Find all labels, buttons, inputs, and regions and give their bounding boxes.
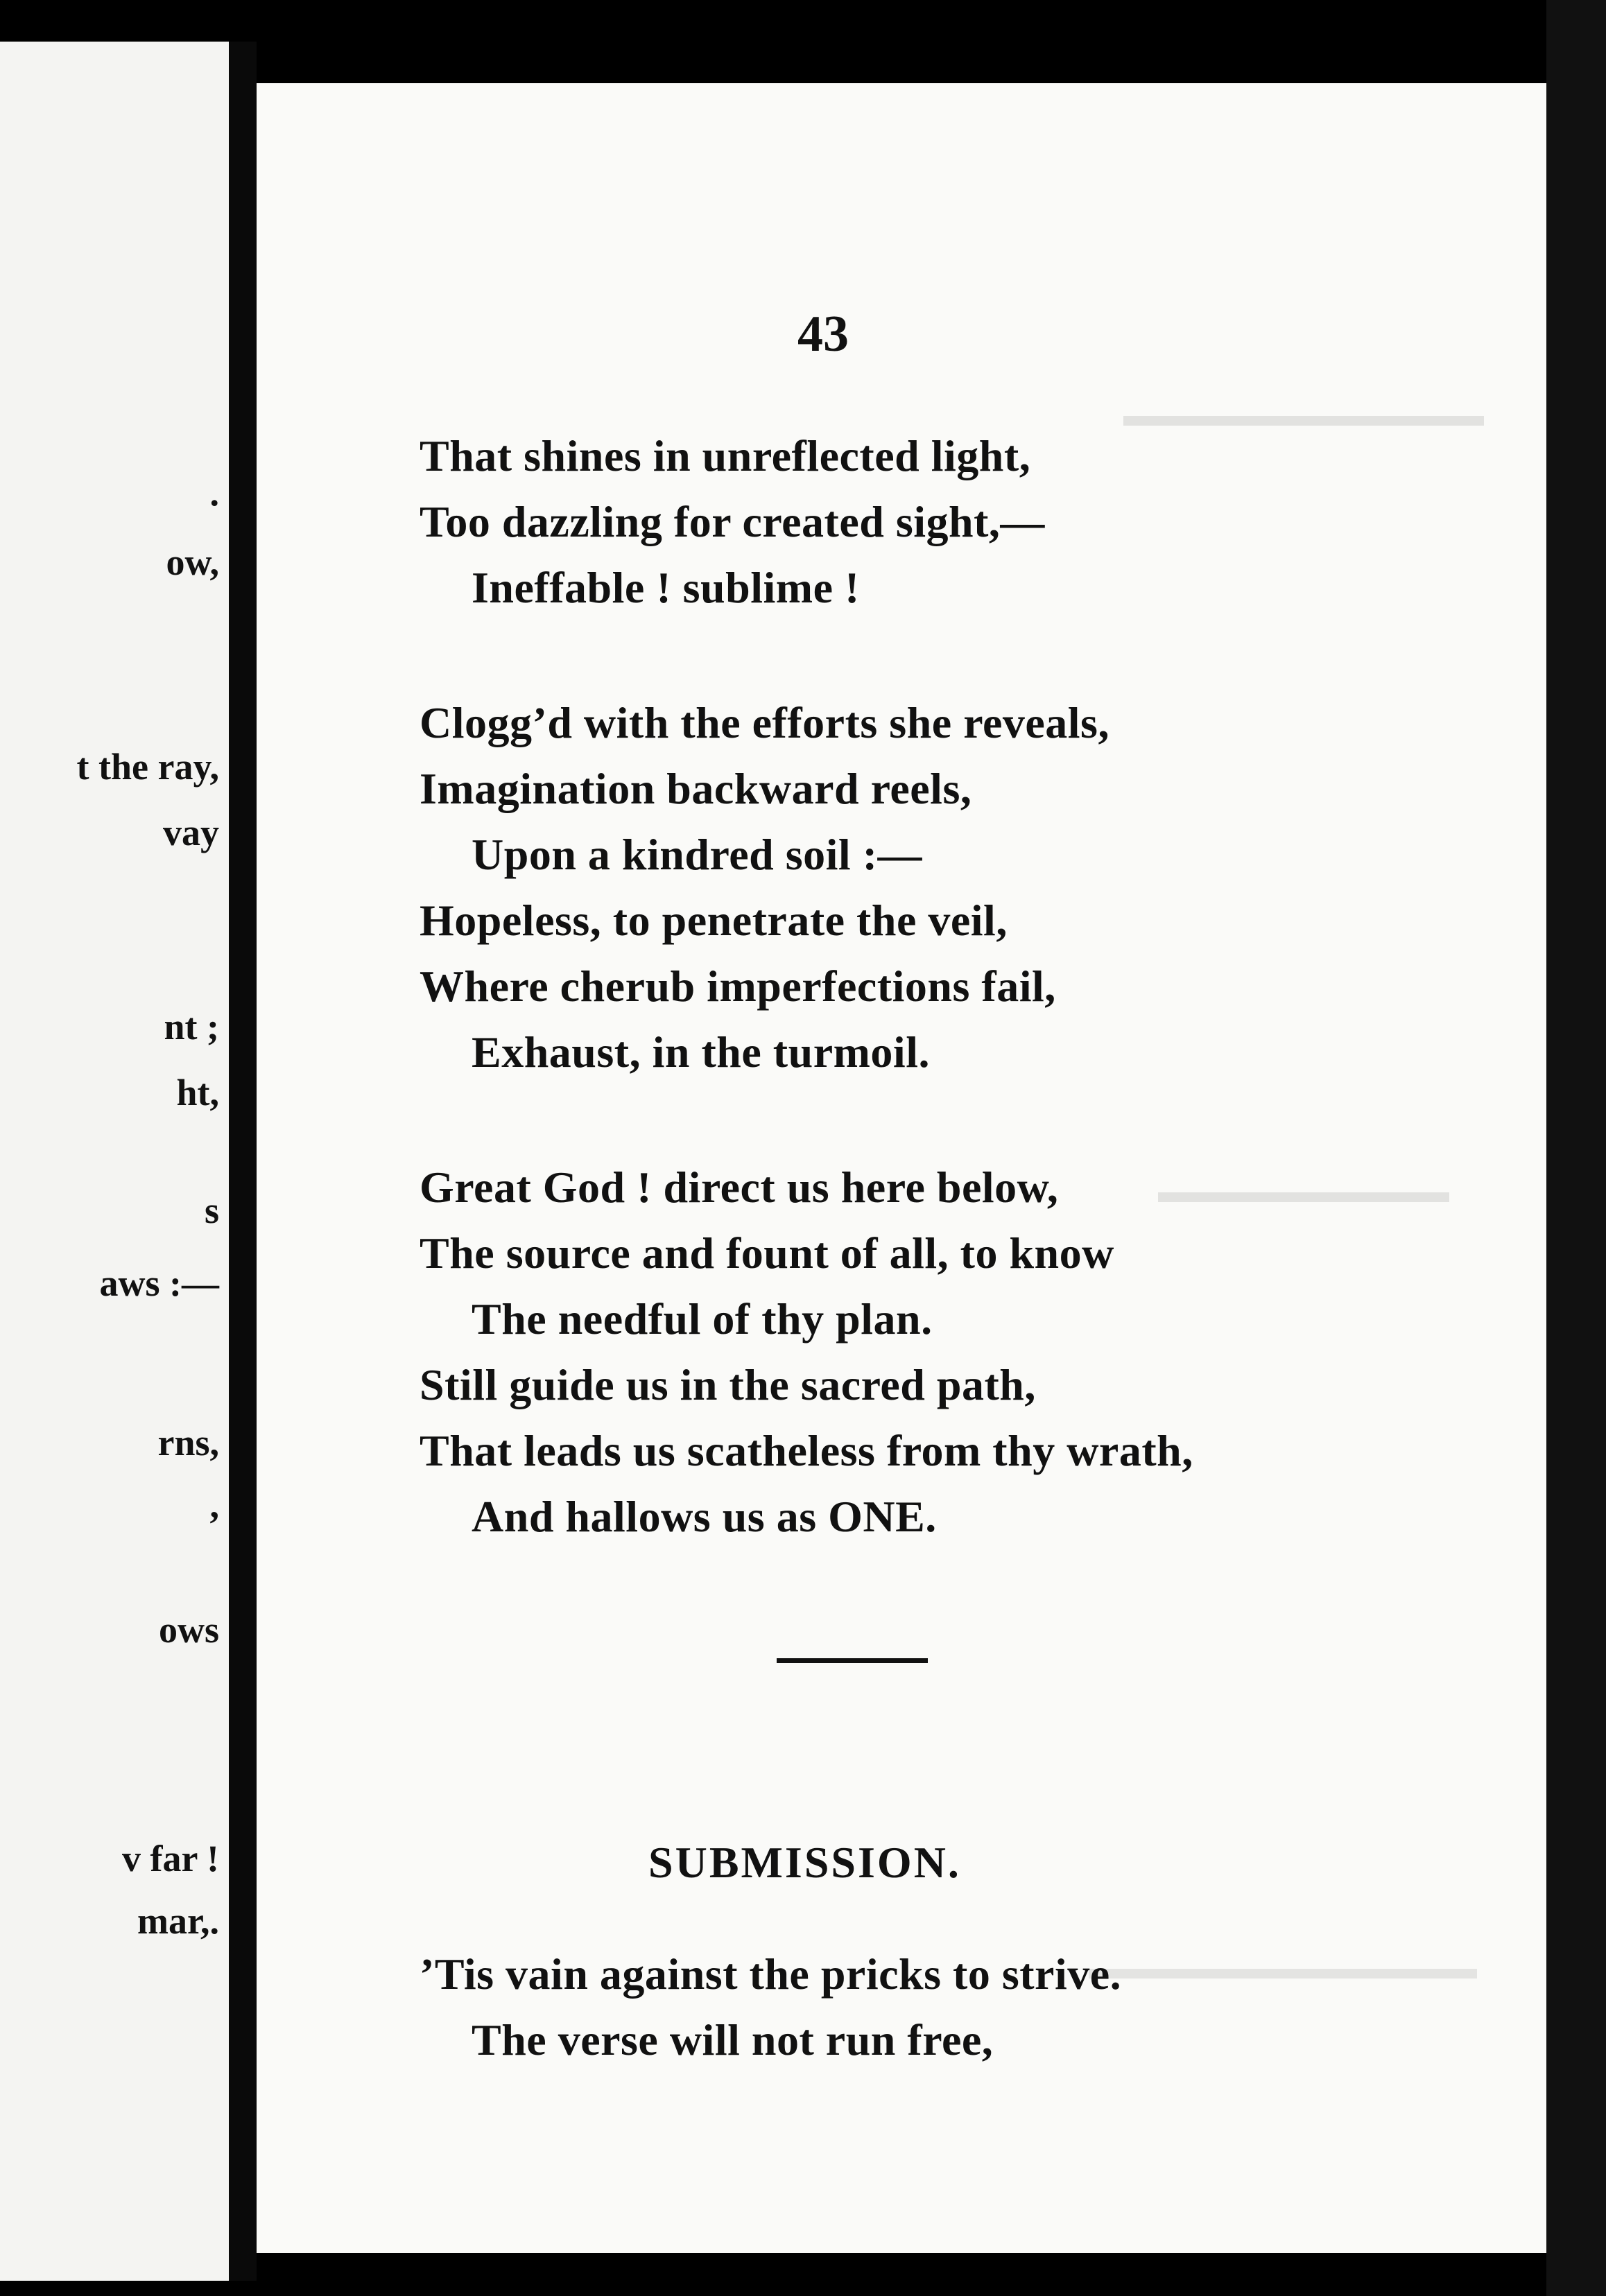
left-fragment: mar,. [137,1900,219,1942]
stanza [420,1941,1121,2073]
stanza [420,690,1109,1085]
bleed-through-mark [1158,1192,1449,1202]
facing-page-left [0,42,229,2281]
stanza [420,423,1045,620]
poem-line: Still guide us in the sacred path, [420,1360,1036,1409]
poem-line: Upon a kindred soil :— [472,830,922,879]
left-fragment: , [209,1484,219,1526]
left-fragment: nt ; [164,1006,219,1047]
page-number: 43 [797,306,849,363]
poem-line: ’Tis vain against the pricks to strive. [420,1949,1122,1999]
poem-line: That leads us scatheless from thy wrath, [420,1426,1193,1475]
poem-line: The verse will not run free, [472,2015,994,2064]
left-fragment: t the ray, [76,746,219,788]
left-fragment: ows [158,1609,219,1651]
poem-line: Exhaust, in the turmoil. [472,1027,930,1077]
section-divider [777,1658,928,1663]
book-gutter [229,42,257,2281]
poem-line: Clogg’d with the efforts she reveals, [420,698,1109,747]
left-fragment: vay [163,812,219,853]
section-title: SUBMISSION. [648,1838,961,1887]
left-fragment: s [204,1190,219,1231]
left-fragment: ow, [166,541,219,583]
stanza [420,1154,1193,1549]
poem-line: The source and fount of all, to know [420,1228,1114,1278]
poem-line: Ineffable ! sublime ! [472,563,860,612]
poem-line: Great God ! direct us here below, [420,1163,1059,1212]
poem-line: Imagination backward reels, [420,764,972,813]
poem-line: The needful of thy plan. [472,1294,933,1343]
poem-line: Hopeless, to penetrate the veil, [420,896,1008,945]
poem-line: Where cherub imperfections fail, [420,962,1056,1011]
left-fragment: rns, [157,1422,219,1463]
book-edge-right [1546,0,1606,2296]
poem-line: Too dazzling for created sight,— [420,497,1045,546]
book-page [257,83,1546,2253]
left-fragment: . [209,472,219,514]
bleed-through-mark [1123,416,1484,426]
poem-line: That shines in unreflected light, [420,431,1031,480]
left-fragment: v far ! [122,1838,219,1879]
left-fragment: aws :— [99,1262,219,1304]
poem-line: And hallows us as ONE. [472,1492,937,1541]
left-fragment: ht, [176,1072,219,1113]
bleed-through-mark [1089,1969,1477,1978]
